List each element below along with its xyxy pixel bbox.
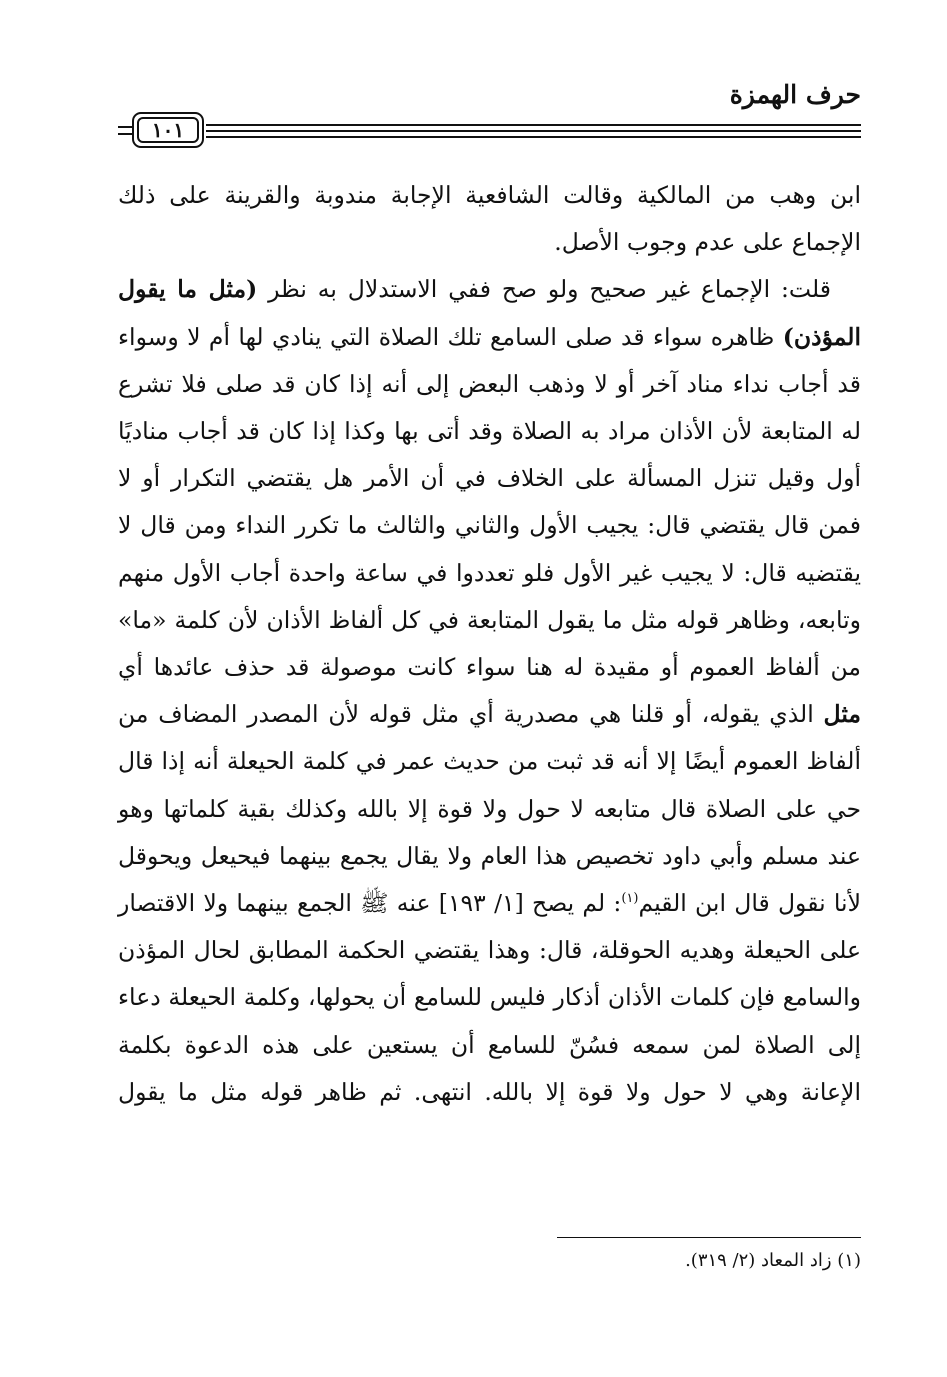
footnote-reference[interactable]: (١) (621, 891, 639, 907)
bold-word: مثل (823, 700, 861, 729)
main-text (118, 172, 861, 1116)
page-number-box (132, 112, 204, 148)
paragraph-2-middle: ظاهره سواء قد صلى السامع تلك الصلاة التي ينادي لها أم لا وسواء قد أجاب نداء مناد آخر أو لا وذهب البعض إلى أنه إذا كان قد صلى فلا تشرع له المتابعة لأن الأذان مراد به الصلاة وقد أتى بها وكذا إذا كان قد أجاب مناديًا أول وقيل تنزل المسألة على الخلاف في أن الأمر هل يقتضي التكرار أو لا فمن قال يقتضي قال: يجيب الأول والثاني والثالث ما تكرر النداء ومن قال لا يقتضيه قال: لا يجيب غير الأول فلو تعددوا في ساعة واحدة أجاب الأول منهم وتابعه، وظاهر قوله مثل ما يقول المتابعة في كل ألفاظ الأذان لأن كلمة «ما» من ألفاظ العموم أو مقيدة له هنا سواء كانت موصولة قد حذف عائدها أي (118, 322, 861, 682)
footnote: (١) زاد المعاد (٢/ ٣١٩). (685, 1250, 861, 1271)
header-rule (118, 112, 861, 152)
header-rule-end (118, 126, 132, 128)
paragraph-1: ابن وهب من المالكية وقالت الشافعية الإجابة مندوبة والقرينة على ذلك الإجماع على عدم وجوب الأصل. (118, 181, 861, 257)
header-rule-end (118, 133, 132, 135)
paragraph-2-tail: الذي يقوله، أو قلنا هي مصدرية أي مثل قوله لأن المصدر المضاف من ألفاظ العموم أيضًا إلا أنه قد ثبت من حديث عمر في كلمة الحيعلة أنه إذا قال حي على الصلاة قال متابعه لا حول ولا قوة إلا بالله وكذلك بقية كلماتها وهو عند مسلم وأبي داود تخصيص هذا العام ولا يقال يجمع بينهما فيحيعل ويحوقل لأنا نقول قال ابن القيم (118, 700, 861, 918)
footnote-separator (557, 1237, 861, 1238)
header-rule-line (206, 130, 861, 132)
header-rule-line (206, 124, 861, 126)
header-rule-line (206, 136, 861, 138)
hadith-phrase-bold: (مثل ما يقول المؤذن) (118, 275, 861, 351)
paragraph-2 (118, 266, 861, 1116)
page-number: ١٠١ (137, 117, 199, 143)
paragraph-2-end: : لم يصح [١/ ١٩٣] عنه ﷺ الجمع بينهما ولا الاقتصار على الحيعلة وهديه الحوقلة، قال: وهذا يقتضي الحكمة المطابق لحال المؤذن والسامع فإن كلمات الأذان أذكار فليس للسامع أن يحولها، وكلمة الحيعلة دعاء إلى الصلاة لمن سمعه فسُنّ للسامع أن يستعين على هذه الدعوة بكلمة الإعانة وهي لا حول ولا قوة إلا بالله. انتهى. ثم ظاهر قوله مثل ما يقول (118, 889, 861, 1106)
running-header-title: حرف الهمزة (729, 80, 861, 109)
paragraph-2-lead: قلت: الإجماع غير صحيح ولو صح ففي الاستدلال به نظر (257, 275, 832, 304)
